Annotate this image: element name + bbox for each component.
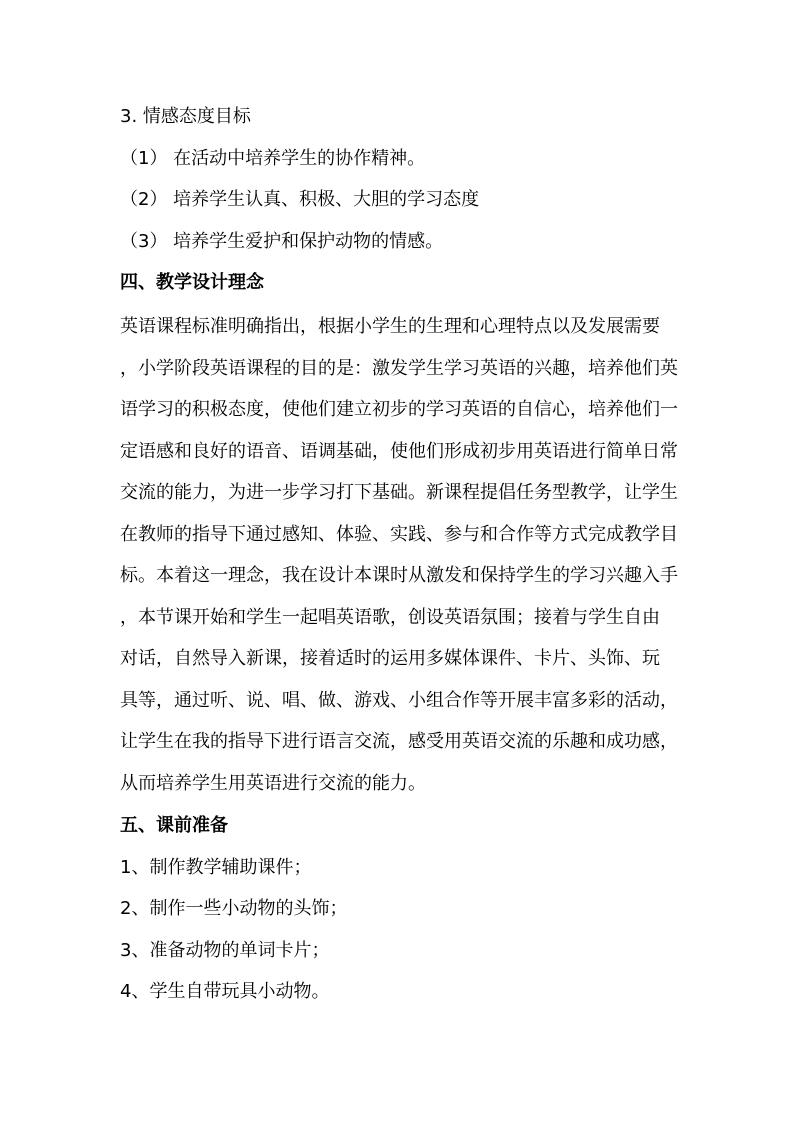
paragraph-line: 标。本着这一理念，我在设计本课时从激发和保持学生的学习兴趣入手 xyxy=(120,565,678,586)
section5-heading: 五、课前准备 xyxy=(120,815,228,836)
paragraph-line: 具等，通过听、说、唱、做、游戏、小组合作等开展丰富多彩的活动， xyxy=(120,690,678,711)
paragraph-line: 英语课程标准明确指出，根据小学生的生理和心理特点以及发展需要 xyxy=(120,316,660,337)
paragraph-line: 在教师的指导下通过感知、体验、实践、参与和合作等方式完成教学目 xyxy=(120,524,678,545)
paragraph-line: ，小学阶段英语课程的目的是：激发学生学习英语的兴趣，培养他们英 xyxy=(120,358,678,379)
paragraph-line: 从而培养学生用英语进行交流的能力。 xyxy=(120,773,426,794)
section5-item-2: 2、制作一些小动物的头饰； xyxy=(120,898,348,919)
section3-item-3: （3） 培养学生爱护和保护动物的情感。 xyxy=(120,231,444,252)
section3-title: 3. 情感态度目标 xyxy=(120,106,251,127)
paragraph-line: 语学习的积极态度，使他们建立初步的学习英语的自信心，培养他们一 xyxy=(120,399,678,420)
section3-item-2: （2） 培养学生认真、积极、大胆的学习态度 xyxy=(120,189,480,210)
paragraph-line: ，本节课开始和学生一起唱英语歌，创设英语氛围；接着与学生自由 xyxy=(120,607,660,628)
section5-item-3: 3、准备动物的单词卡片； xyxy=(120,940,330,961)
paragraph-line: 对话，自然导入新课，接着适时的运用多媒体课件、卡片、头饰、玩 xyxy=(120,648,660,669)
section5-item-1: 1、制作教学辅助课件； xyxy=(120,857,312,878)
section4-heading: 四、教学设计理念 xyxy=(120,272,264,293)
section3-item-1: （1） 在活动中培养学生的协作精神。 xyxy=(120,148,426,169)
paragraph-line: 定语感和良好的语音、语调基础，使他们形成初步用英语进行简单日常 xyxy=(120,441,678,462)
section5-item-4: 4、学生自带玩具小动物。 xyxy=(120,981,330,1002)
paragraph-line: 让学生在我的指导下进行语言交流，感受用英语交流的乐趣和成功感， xyxy=(120,731,678,752)
paragraph-line: 交流的能力，为进一步学习打下基础。新课程提倡任务型教学，让学生 xyxy=(120,482,678,503)
